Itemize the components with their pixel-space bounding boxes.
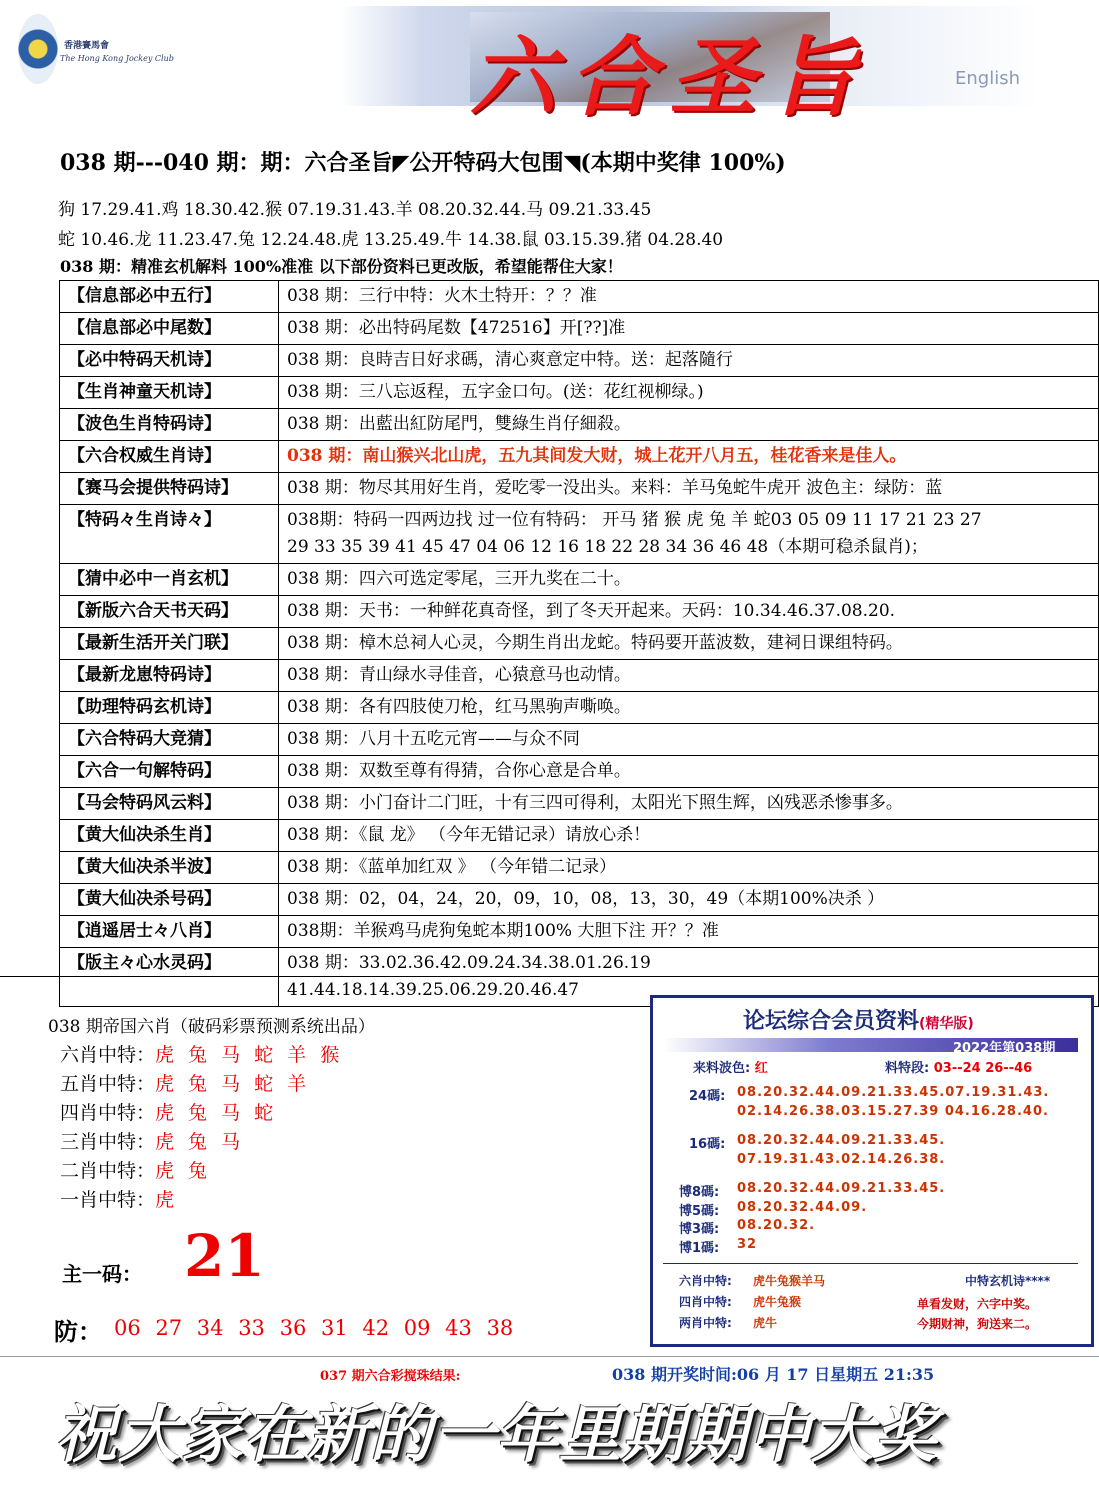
row-value: 038 期：四六可选定零尾，三开九奖在二十。 [279,564,1099,596]
panel-title-main: 论坛综合会员资料 [743,1009,920,1034]
row-value-line-1: 038期：特码一四两边找 过一位有特码： 开马 猪 猴 虎 兔 羊 蛇03 05 09 11 17 21 23 27 [287,510,982,530]
english-link[interactable]: English [955,68,1020,89]
panel-wave-value: 红 [754,1061,768,1076]
banner-title: 六合圣旨 [470,27,870,128]
bo-value: 08.20.32. [737,1218,816,1233]
row-label: 【最新龙崽特码诗】 [60,660,279,692]
bo-value: 08.20.32.44.09. [737,1200,868,1215]
row-label: 【特码々生肖诗々】 [60,505,279,564]
row-value [279,505,1099,564]
table-row [60,596,1099,628]
bottom-divider [0,1356,1099,1357]
panel-poem-title: 中特玄机诗**** [965,1274,1051,1288]
row-label: 【信息部必中尾数】 [60,313,279,345]
bo-label: 博1碼: [679,1241,720,1256]
table-row [60,345,1099,377]
zodiac-line-1: 狗 17.29.41.鸡 18.30.42.猴 07.19.31.43.羊 08.20.32.44.马 09.21.33.45 [58,200,652,220]
defense-numbers: 06 27 34 33 36 31 42 09 43 38 [114,1316,514,1340]
table-row [60,505,1099,564]
row-label: 【最新生活开关门联】 [60,628,279,660]
group-line: 08.20.32.44.09.21.33.45. [737,1133,946,1148]
row-label: 【版主々心水灵码】 [60,948,279,1007]
xiao-label: 一肖中特： [60,1189,156,1211]
row-value: 038 期：三行中特：火木土特开：？？准 [279,281,1099,313]
xiao-label: 二肖中特： [60,1160,156,1182]
main-number: 21 [184,1222,265,1290]
xiao-zodiacs: 虎 兔 马 蛇 [155,1102,278,1124]
table-row [60,852,1099,884]
xiao-label: 四肖中特： [60,1102,156,1124]
panel-wave [693,1057,768,1076]
row-label: 【马会特码风云料】 [60,788,279,820]
club-name-cn: 香港賽馬會 [64,41,110,51]
panel-xiao-value: 虎牛 [753,1316,778,1330]
zodiac-line-2: 蛇 10.46.龙 11.23.47.兔 12.24.48.虎 13.25.49.牛 14.38.鼠 03.15.39.猪 04.28.40 [58,230,724,250]
row-value: 038 期：《鼠 龙》 （今年无错记录）请放心杀！ [279,820,1099,852]
table-row [60,564,1099,596]
row-label: 【波色生肖特码诗】 [60,409,279,441]
row-label: 【生肖神童天机诗】 [60,377,279,409]
panel-segment-value: 03--24 26--46 [933,1061,1033,1076]
row-value-highlight: 038 期：南山猴兴北山虎，五九其间发大财，城上花开八月五，桂花香来是佳人。 [279,441,1099,473]
row-value: 038 期：《蓝单加红双 》 （今年错二记录） [279,852,1099,884]
panel-divider [663,1263,1078,1264]
xiao-line [60,1069,310,1096]
row-label: 【黄大仙决杀生肖】 [60,820,279,852]
row-label: 【必中特码天机诗】 [60,345,279,377]
row-value: 038 期：樟木总祠人心灵，今期生肖出龙蛇。特码要开蓝波数，建祠日课组特码。 [279,628,1099,660]
xiao-label: 五肖中特： [60,1073,156,1095]
six-xiao-title: 038 期帝国六肖（破码彩票预测系统出品） [48,1017,375,1037]
panel-xiao-value: 虎牛兔猴羊马 [753,1274,826,1288]
table-row [60,281,1099,313]
headline: 038 期---040 期：期：六合圣旨◤公开特码大包围◥(本期中奖律 100%) [60,150,786,176]
row-value-line-1: 038 期：33.02.36.42.09.24.34.38.01.26.19 [287,953,651,973]
row-value: 038 期：青山绿水寻佳音，心猿意马也动情。 [279,660,1099,692]
row-value: 038 期：必出特码尾数【472516】开[??]准 [279,313,1099,345]
row-label: 【逍遥居士々八肖】 [60,916,279,948]
panel-xiao-label: 六肖中特: [679,1274,732,1288]
row-value: 038 期：良時吉日好求碼，清心爽意定中特。送：起落隨行 [279,345,1099,377]
table-row [60,377,1099,409]
row-label: 【黄大仙决杀号码】 [60,884,279,916]
table-row [60,756,1099,788]
xiao-zodiacs: 虎 [155,1189,179,1211]
table-row [60,788,1099,820]
panel-segment-label: 料特段: [885,1061,930,1076]
panel-xiao-value: 虎牛兔猴 [753,1295,802,1309]
panel-segment [885,1057,1032,1076]
bo-label: 博5碼: [679,1204,720,1219]
row-label: 【黄大仙决杀半波】 [60,852,279,884]
row-value: 038 期：八月十五吃元宵——与众不同 [279,724,1099,756]
row-value: 038 期：物尽其用好生肖，爱吃零一没出头。来料：羊马兔蛇牛虎开 波色主：绿防：蓝 [279,473,1099,505]
row-value: 038 期：02，04，24，20，09，10，08，13，30，49（本期100%决杀 ） [279,884,1099,916]
table-row [60,820,1099,852]
row-value: 038 期：出藍出紅防尾門，雙綠生肖仔細殺。 [279,409,1099,441]
xiao-zodiacs: 虎 兔 马 蛇 羊 猴 [155,1044,344,1066]
section-divider [0,976,1099,977]
panel-issue: 2022年第038期 [953,1041,1056,1056]
table-row [60,916,1099,948]
xiao-zodiacs: 虎 兔 马 蛇 羊 [155,1073,311,1095]
draw-time: 038 期开奖时间:06 月 17 日星期五 21:35 [612,1365,935,1384]
row-label: 【助理特码玄机诗】 [60,692,279,724]
row-label: 【六合特码大竞猜】 [60,724,279,756]
panel-poem-line: 单看发财，六字中奖。 [917,1297,1038,1311]
xiao-label: 六肖中特： [60,1044,156,1066]
table-row [60,441,1099,473]
table-row [60,884,1099,916]
row-value: 038 期：小门奋计二门旺，十有三四可得利，太阳光下照生辉，凶残恶杀惨事多。 [279,788,1099,820]
bo-label: 博8碼: [679,1185,720,1200]
table-row [60,724,1099,756]
group-line: 07.19.31.43.02.14.26.38. [737,1152,946,1167]
row-label: 【六合一句解特码】 [60,756,279,788]
bo-value: 08.20.32.44.09.21.33.45. [737,1181,946,1196]
table-row [60,692,1099,724]
row-label: 【猜中必中一肖玄机】 [60,564,279,596]
group-label: 16碼: [689,1137,726,1152]
panel-title-sub: (精华版) [919,1016,974,1032]
row-value: 038 期：各有四肢使刀枪，红马黑驹声嘶唤。 [279,692,1099,724]
group-line: 08.20.32.44.09.21.33.45.07.19.31.43. [737,1085,1050,1100]
xiao-line [60,1156,211,1183]
table-row [60,313,1099,345]
row-value-line-2: 29 33 35 39 41 45 47 04 06 12 16 18 22 28 34 36 46 48（本期可稳杀鼠肖)； [287,537,928,557]
result-label: 037 期六合彩搅珠结果: [320,1369,461,1384]
row-value: 038期：羊猴鸡马虎狗兔蛇本期100% 大胆下注 开？？准 [279,916,1099,948]
xiao-line [60,1127,244,1154]
header [0,0,1099,130]
panel-title [743,1004,974,1035]
panel-xiao-label: 两肖中特: [679,1316,732,1330]
panel-wave-label: 来料波色: [693,1061,751,1076]
bo-value: 32 [737,1237,758,1252]
panel-poem-line: 今期财神，狗送来二。 [917,1317,1038,1331]
xiao-zodiacs: 虎 兔 马 [155,1131,245,1153]
xiao-line [60,1185,178,1212]
row-label: 【赛马会提供特码诗】 [60,473,279,505]
row-label: 【信息部必中五行】 [60,281,279,313]
member-panel [650,995,1094,1347]
row-value: 038 期：双数至尊有得猜，合你心意是合单。 [279,756,1099,788]
row-value: 038 期：三八忘返程，五字金口句。(送：花红视柳绿。) [279,377,1099,409]
group-line: 02.14.26.38.03.15.27.39 04.16.28.40. [737,1104,1049,1119]
panel-xiao-label: 四肖中特: [679,1295,732,1309]
slogan-banner: 祝大家在新的一年里期期中大奖 [55,1398,938,1471]
xiao-line [60,1040,343,1067]
defense-label: 防： [54,1317,102,1346]
club-name-en: The Hong Kong Jockey Club [60,54,174,63]
table-row [60,660,1099,692]
row-value: 038 期：天书：一种鲜花真奇怪，到了冬天开起来。天码：10.34.46.37.08.20. [279,596,1099,628]
table-row [60,628,1099,660]
intro-line: 038 期：精准玄机解料 100%准准 以下部份资料已更改版，希望能帮住大家！ [60,257,623,276]
jockey-club-logo-icon [18,14,58,84]
main-number-label: 主一码： [62,1262,142,1286]
table-row [60,473,1099,505]
group-label: 24碼: [689,1089,726,1104]
xiao-line [60,1098,277,1125]
prediction-table [59,280,1099,1007]
bo-label: 博3碼: [679,1222,720,1237]
table-row [60,409,1099,441]
xiao-zodiacs: 虎 兔 [155,1160,212,1182]
row-label: 【新版六合天书天码】 [60,596,279,628]
row-value-line-2: 41.44.18.14.39.25.06.29.20.46.47 [287,980,579,1000]
row-label: 【六合权威生肖诗】 [60,441,279,473]
xiao-label: 三肖中特： [60,1131,156,1153]
